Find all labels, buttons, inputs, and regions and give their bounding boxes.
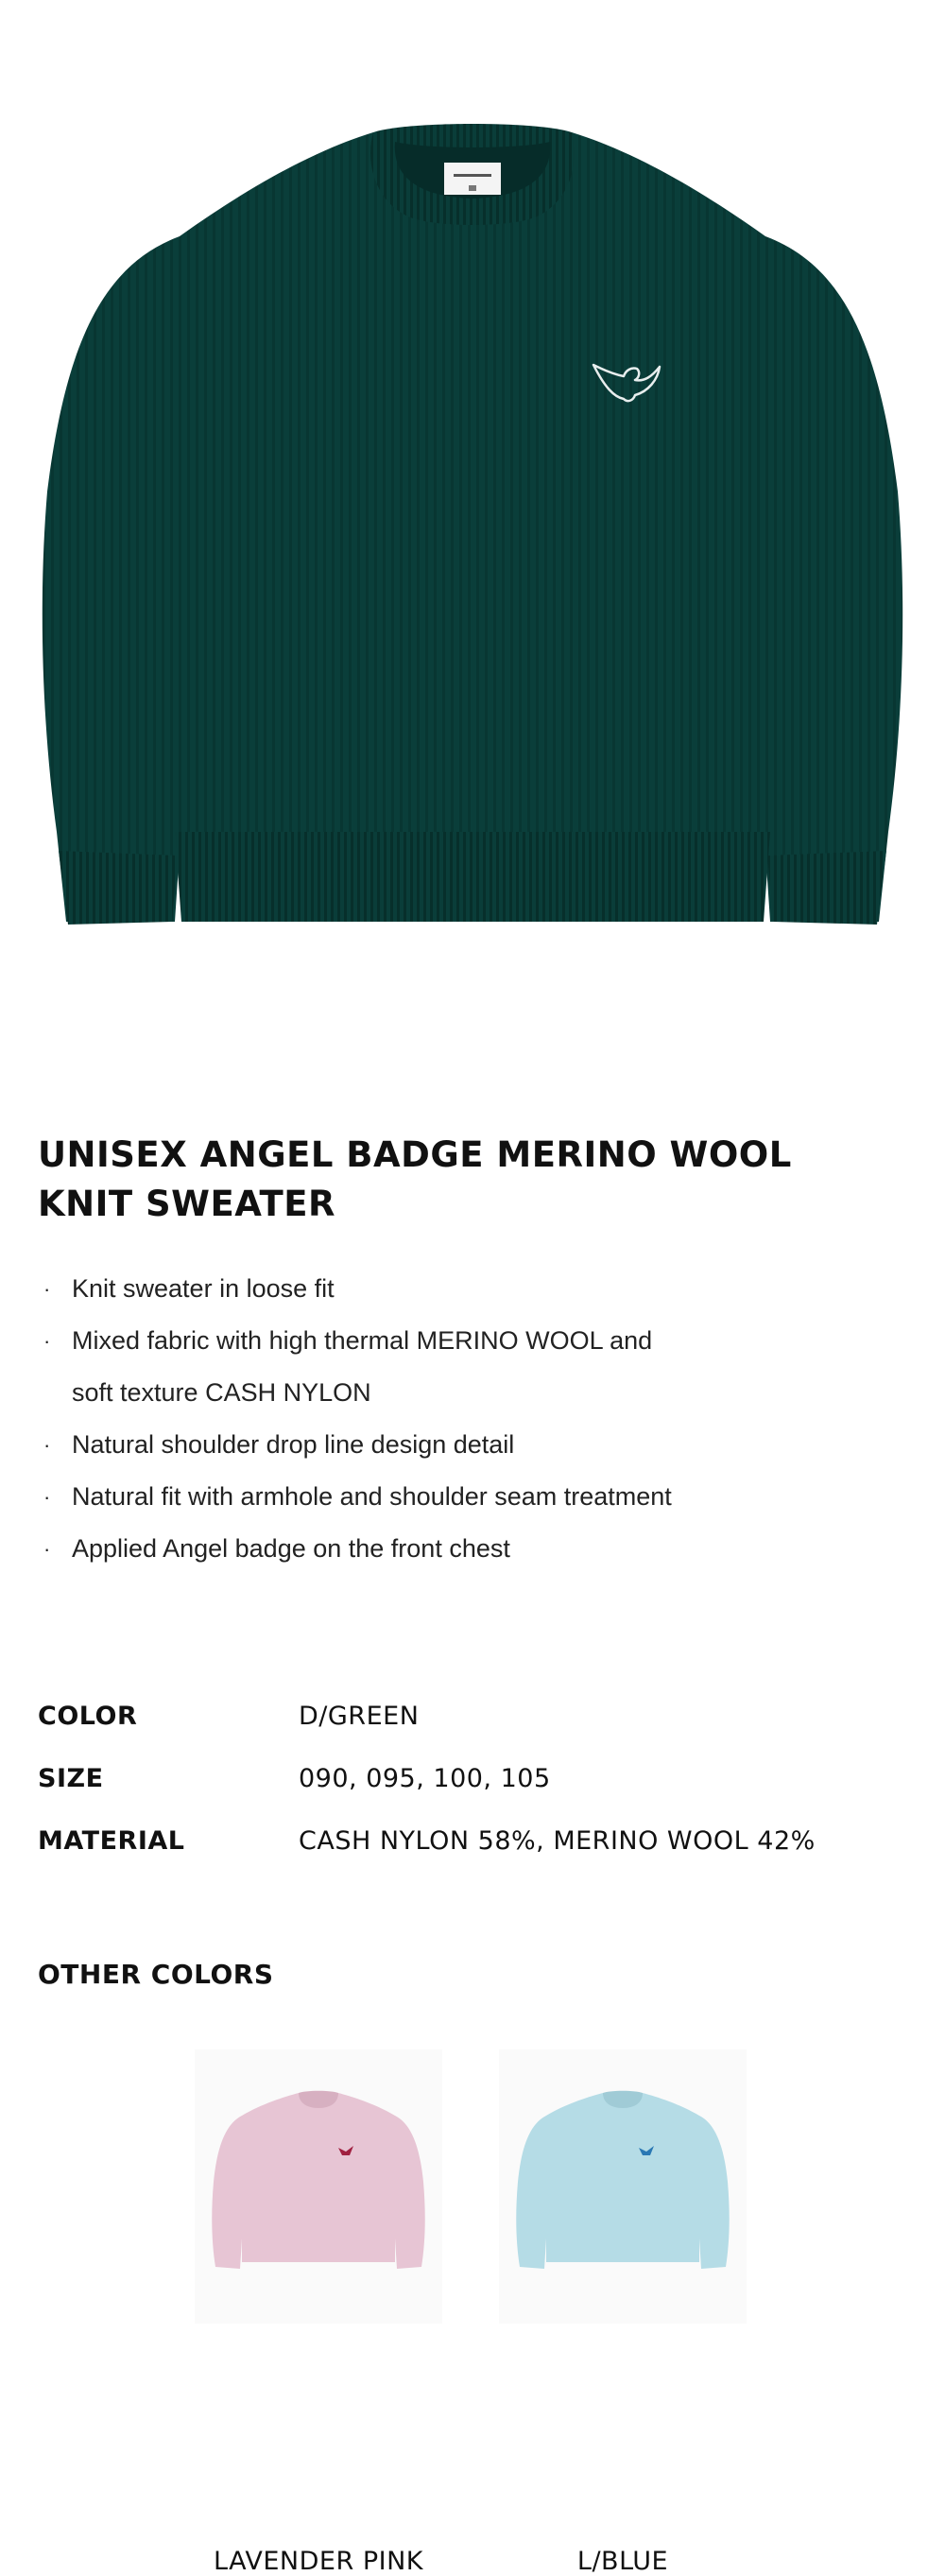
bullet-dot: ·: [43, 1485, 51, 1509]
product-specs: [38, 1685, 907, 1872]
variant-label[interactable]: L/BLUE: [576, 2547, 669, 2576]
spec-label: COLOR: [38, 1701, 138, 1731]
feature-item: [38, 1471, 888, 1523]
color-variant-lavender-pink[interactable]: [195, 2049, 442, 2576]
feature-item: [38, 1263, 888, 1315]
product-title-line2: KNIT SWEATER: [38, 1184, 336, 1224]
product-feature-list: [38, 1263, 888, 1575]
product-title: [38, 1131, 888, 1229]
bullet-dot: ·: [43, 1277, 51, 1301]
sweater-illustration: [0, 0, 945, 1021]
right-cuff: [767, 851, 886, 925]
feature-item: [38, 1419, 888, 1471]
feature-text: Natural shoulder drop line design detail: [72, 1430, 515, 1459]
sweater-body: [174, 132, 772, 841]
other-colors-title: OTHER COLORS: [38, 1959, 274, 1990]
product-hero-image: [0, 0, 945, 1021]
spec-row-material: [38, 1809, 907, 1872]
sweater-hem: [175, 832, 770, 922]
spec-row-color: [38, 1685, 907, 1747]
feature-text: Applied Angel badge on the front chest: [72, 1534, 510, 1563]
light-blue-sweater-thumbnail: [499, 2049, 747, 2324]
feature-text: Mixed fabric with high thermal MERINO WOOL and: [72, 1326, 653, 1355]
feature-item: [38, 1315, 888, 1419]
spec-label: MATERIAL: [38, 1825, 185, 1856]
variant-label[interactable]: LAVENDER PINK: [214, 2547, 423, 2576]
bullet-dot: ·: [43, 1433, 51, 1457]
bullet-dot: ·: [43, 1329, 51, 1353]
color-variant-l-blue[interactable]: [499, 2049, 747, 2576]
spec-value: D/GREEN: [299, 1701, 420, 1731]
spec-label: SIZE: [38, 1763, 104, 1793]
product-title-line1: UNISEX ANGEL BADGE MERINO WOOL: [38, 1134, 792, 1175]
feature-text: Knit sweater in loose fit: [72, 1274, 335, 1303]
feature-text-continued: soft texture CASH NYLON: [72, 1378, 371, 1407]
lavender-pink-sweater-thumbnail: [195, 2049, 442, 2324]
bullet-dot: ·: [43, 1537, 51, 1561]
spec-value: 090, 095, 100, 105: [299, 1763, 551, 1793]
feature-item: [38, 1523, 888, 1575]
spec-row-size: [38, 1747, 907, 1809]
spec-value: CASH NYLON 58%, MERINO WOOL 42%: [299, 1825, 816, 1856]
left-cuff: [59, 851, 178, 925]
feature-text: Natural fit with armhole and shoulder seam treatment: [72, 1482, 672, 1511]
